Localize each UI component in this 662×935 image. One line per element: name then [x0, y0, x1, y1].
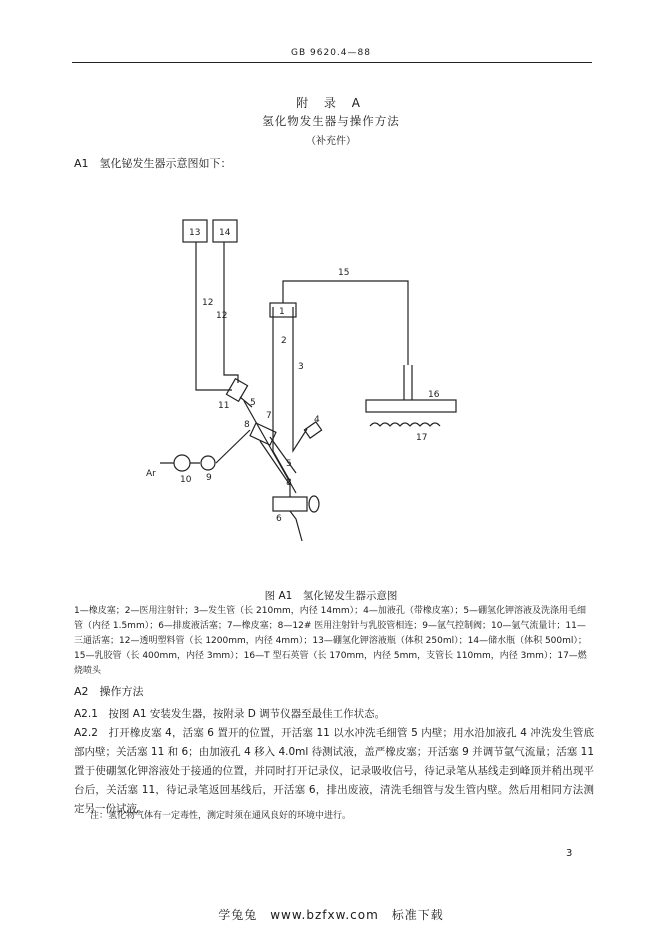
paragraph-a2-2: A2.2 打开橡皮塞 4，活塞 6 置开的位置，开活塞 11 以水冲洗毛细管 5 内壁；用水沿加液孔 4 冲洗发生管底部内壁；关活塞 11 和 6；由加液孔 4 移入 4.0ml 待测试液，盖严橡皮塞；开活塞 9 并调节氩气流量；活塞 11 置于使硼氢化钾溶液处于接通的位置，并同时打开记录仪，记录吸收信号，待记录笔从基线走到峰顶并稍出现平台后，关活塞 11，待记录笔返回基线后，开活塞 6，排出废液，清洗毛细管与发生管内壁。然后用相同方法测定另一份试液。 [74, 727, 594, 815]
label-12b: 12 [216, 311, 228, 321]
label-2: 2 [281, 336, 287, 346]
valve-9 [201, 456, 215, 470]
label-12a: 12 [202, 298, 214, 308]
label-1: 1 [279, 307, 285, 317]
label-11: 11 [218, 401, 230, 411]
burner-17 [370, 423, 440, 426]
hydride-generator-diagram [140, 215, 500, 560]
label-14: 14 [219, 228, 231, 238]
label-ar: Ar [146, 469, 156, 479]
figure-legend: 1—橡皮塞；2—医用注射针；3—发生管（长 210mm，内径 14mm）；4—加液孔（带橡皮塞）；5—硼氢化钾溶液及洗涤用毛细管（内径 1.5mm）；6—排废液活塞；7—橡皮塞；8—12# 医用注射针与乳胶管相连；9—氩气控制阀；10—氩气流量计；11—三通活塞；12—透明塑料管（长 1200mm，内径 4mm）；13—硼氢化钾溶液瓶（体积 250ml）；14—储水瓶（体积 500ml）；15—乳胶管（长 400mm，内径 3mm）；16—T 型石英管（长 170mm，内径 5mm，支管长 110mm，内径 3mm）；17—燃烧喷头 [74, 606, 587, 676]
label-8b: 8 [286, 478, 292, 488]
flowmeter-10 [174, 455, 190, 471]
safety-note: 注：氢化物气体有一定毒性，测定时须在通风良好的环境中进行。 [90, 811, 352, 821]
label-5a: 5 [250, 398, 256, 408]
label-3: 3 [298, 362, 304, 372]
label-5b: 5 [286, 459, 292, 469]
label-7: 7 [266, 411, 272, 421]
header-rule [72, 62, 592, 63]
section-a2-heading: A2 操作方法 [74, 685, 144, 698]
label-6: 6 [276, 514, 282, 524]
label-8: 8 [244, 420, 250, 430]
paragraph-a2-1: A2.1 按图 A1 安装发生器，按附录 D 调节仪器至最佳工作状态。 [74, 708, 386, 720]
label-15: 15 [338, 268, 350, 278]
figure-caption: 图 A1 氢化铋发生器示意图 [264, 590, 398, 602]
argon-line [160, 430, 250, 463]
stopcock-11 [226, 379, 247, 402]
annex-subtitle: 氢化物发生器与操作方法 [262, 114, 400, 128]
tube-15 [283, 281, 408, 365]
stopcock-6 [273, 497, 307, 511]
label-16: 16 [428, 390, 440, 400]
footer-watermark: 学兔兔 www.bzfxw.com 标准下载 [218, 908, 444, 922]
annex-title: 附 录 A [296, 96, 366, 110]
page-number: 3 [566, 848, 573, 859]
standard-code: GB 9620.4—88 [291, 48, 371, 58]
t-tube-16 [404, 365, 412, 400]
label-13: 13 [189, 228, 201, 238]
label-10: 10 [180, 475, 192, 485]
label-17: 17 [416, 433, 428, 443]
annex-note: （补充件） [306, 136, 356, 147]
label-4: 4 [314, 415, 320, 425]
label-9: 9 [206, 473, 212, 483]
section-a1-heading: A1 氢化铋发生器示意图如下： [74, 157, 232, 170]
